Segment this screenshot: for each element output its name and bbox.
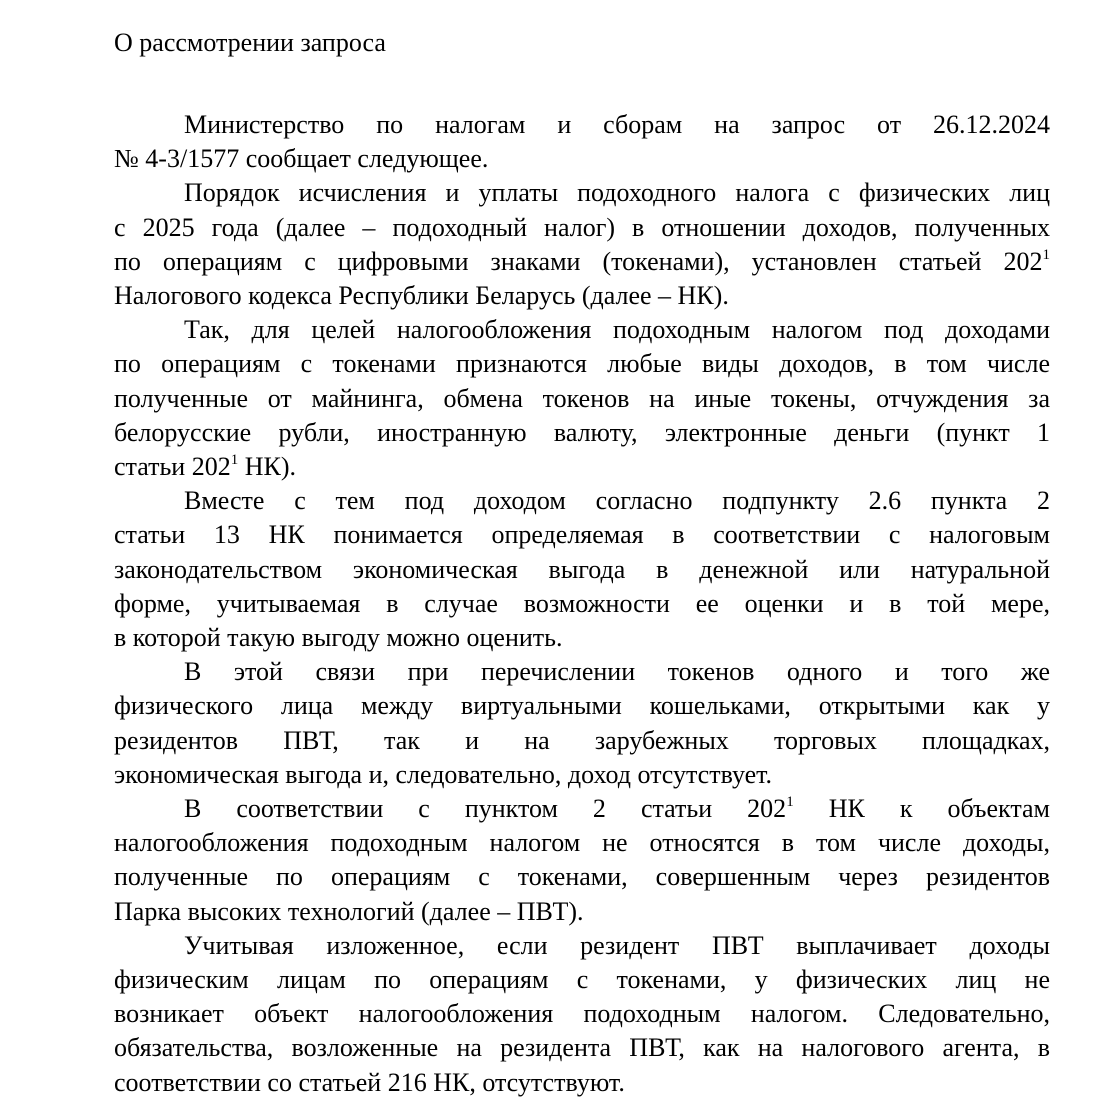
letter-body — [114, 108, 1050, 1100]
paragraph-2 — [114, 176, 1050, 313]
paragraph-1-line-1: Министерство по налогам и сборам на запрос от 26.12.2024 — [184, 110, 1050, 139]
paragraph-6-line-1 — [114, 792, 1050, 826]
paragraph-5-line-1: В этой связи при перечислении токенов одного и того же — [184, 657, 1050, 687]
paragraph-4-line-3: законодательством экономическая выгода в денежной или натуральной — [114, 554, 1050, 584]
paragraph-3-line-1: Так, для целей налогообложения подоходным налогом под доходами — [184, 315, 1050, 345]
superscript: 1 — [1042, 246, 1050, 263]
paragraph-3-line-3: полученные от майнинга, обмена токенов на иные токены, отчуждения за — [114, 383, 1050, 413]
paragraph-2-line-1: Порядок исчисления и уплаты подоходного налога с физических лиц — [184, 178, 1050, 208]
paragraph-7-line-5: соответствии со статьей 216 НК, отсутствуют. — [114, 1067, 625, 1097]
paragraph-6-line-2: налогообложения подоходным налогом не относятся в том числе доходы, — [114, 828, 1050, 858]
paragraph-5-line-4: экономическая выгода и, следовательно, доход отсутствует. — [114, 759, 773, 789]
letter-subject-heading: О рассмотрении запроса — [114, 28, 386, 57]
paragraph-7 — [114, 929, 1050, 1100]
paragraph-5 — [114, 655, 1050, 792]
paragraph-7-line-2: физическим лицам по операциям с токенами, у физических лиц не — [114, 965, 1050, 995]
paragraph-3-line-5-tail: НК). — [238, 452, 297, 482]
paragraph-1-line-2: № 4-3/1577 сообщает следующее. — [114, 144, 489, 174]
paragraph-6-line-1-text: В соответствии с пунктом 2 статьи 202 — [184, 794, 787, 824]
paragraph-5-line-2: физического лица между виртуальными кошельками, открытыми как у — [114, 691, 1050, 721]
paragraph-7-line-1: Учитывая изложенное, если резидент ПВТ выплачивает доходы — [184, 930, 1050, 960]
paragraph-2-line-3-text: по операциям с цифровыми знаками (токенами), установлен статьей 202 — [114, 246, 1043, 276]
paragraph-4-line-1: Вместе с тем под доходом согласно подпункту 2.6 пункта 2 — [184, 486, 1050, 516]
paragraph-3-line-5-text: статьи 202 — [114, 452, 231, 482]
paragraph-4-line-2: статьи 13 НК понимается определяемая в соответствии с налоговым — [114, 520, 1050, 550]
paragraph-4 — [114, 484, 1050, 655]
superscript: 1 — [786, 794, 794, 811]
paragraph-2-line-3 — [114, 245, 1050, 279]
paragraph-6 — [114, 792, 1050, 929]
paragraph-5-line-3: резидентов ПВТ, так и на зарубежных торговых площадках, — [114, 725, 1050, 755]
paragraph-6-line-1-tail: НК к объектам — [793, 794, 1051, 824]
paragraph-3-line-5 — [114, 450, 1050, 484]
paragraph-7-line-4: обязательства, возложенные на резидента ПВТ, как на налогового агента, в — [114, 1033, 1050, 1063]
paragraph-4-line-4: форме, учитываемая в случае возможности ее оценки и в той мере, — [114, 588, 1050, 618]
paragraph-3-line-2: по операциям с токенами признаются любые виды доходов, в том числе — [114, 349, 1050, 379]
paragraph-3-line-4: белорусские рубли, иностранную валюту, электронные деньги (пункт 1 — [114, 417, 1050, 447]
paragraph-2-line-4: Налогового кодекса Республики Беларусь (далее – НК). — [114, 281, 729, 311]
superscript: 1 — [230, 452, 239, 469]
paragraph-2-line-2: с 2025 года (далее – подоходный налог) в отношении доходов, полученных — [114, 212, 1050, 242]
paragraph-4-line-5: в которой такую выгоду можно оценить. — [114, 623, 563, 653]
paragraph-1 — [114, 108, 1050, 176]
paragraph-3 — [114, 313, 1050, 484]
paragraph-6-line-4: Парка высоких технологий (далее – ПВТ). — [114, 896, 584, 926]
paragraph-6-line-3: полученные по операциям с токенами, совершенным через резидентов — [114, 862, 1050, 892]
paragraph-7-line-3: возникает объект налогообложения подоходным налогом. Следовательно, — [114, 999, 1050, 1029]
